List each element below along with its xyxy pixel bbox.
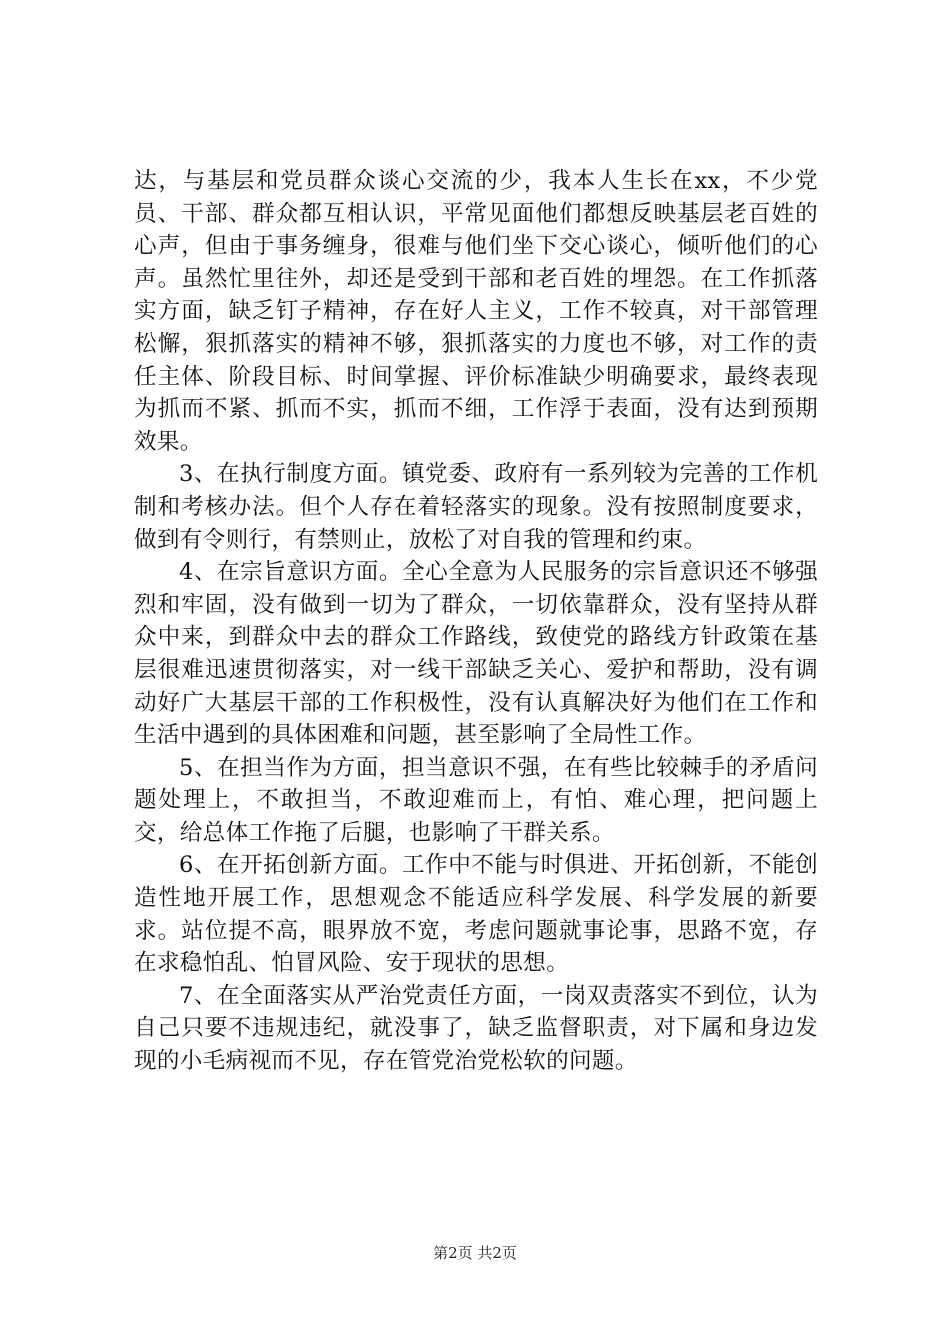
paragraph-item-6: 6、在开拓创新方面。工作中不能与时俱进、开拓创新，不能创造性地开展工作，思想观念不能适应科学发展、科学发展的新要求。站位提不高，眼界放不宽，考虑问题就事论事，思路不宽，存在求稳怕乱、怕冒风险、安于现状的思想。: [134, 852, 818, 977]
page-footer: 第2页 共2页: [433, 1244, 517, 1262]
paragraph-item-3: 3、在执行制度方面。镇党委、政府有一系列较为完善的工作机制和考核办法。但个人存在着轻落实的现象。没有按照制度要求，做到有令则行，有禁则止，放松了对自我的管理和约束。: [134, 461, 818, 553]
paragraph-item-5: 5、在担当作为方面，担当意识不强，在有些比较棘手的矛盾问题处理上，不敢担当，不敢迎难而上，有怕、难心理，把问题上交，给总体工作拖了后腿，也影响了干群关系。: [134, 754, 818, 846]
paragraph-item-4: 4、在宗旨意识方面。全心全意为人民服务的宗旨意识还不够强烈和牢固，没有做到一切为了群众，一切依靠群众，没有坚持从群众中来，到群众中去的群众工作路线，致使党的路线方针政策在基层很难迅速贯彻落实，对一线干部缺乏关心、爱护和帮助，没有调动好广大基层干部的工作积极性，没有认真解决好为他们在工作和生活中遇到的具体困难和问题，甚至影响了全局性工作。: [134, 559, 818, 749]
paragraph-continuation: 达，与基层和党员群众谈心交流的少，我本人生长在xx，不少党员、干部、群众都互相认识，平常见面他们都想反映基层老百姓的心声，但由于事务缠身，很难与他们坐下交心谈心，倾听他们的心声。虽然忙里往外，却还是受到干部和老百姓的埋怨。在工作抓落实方面，缺乏钉子精神，存在好人主义，工作不较真，对干部管理松懈，狠抓落实的精神不够，狠抓落实的力度也不够，对工作的责任主体、阶段目标、时间掌握、评价标准缺少明确要求，最终表现为抓而不紧、抓而不实，抓而不细，工作浮于表面，没有达到预期效果。: [134, 168, 818, 455]
document-body: [134, 165, 818, 1078]
paragraph-item-7: 7、在全面落实从严治党责任方面，一岗双责落实不到位，认为自己只要不违规违纪，就没事了，缺乏监督职责，对下属和身边发现的小毛病视而不见，存在管党治党松软的问题。: [134, 982, 818, 1075]
